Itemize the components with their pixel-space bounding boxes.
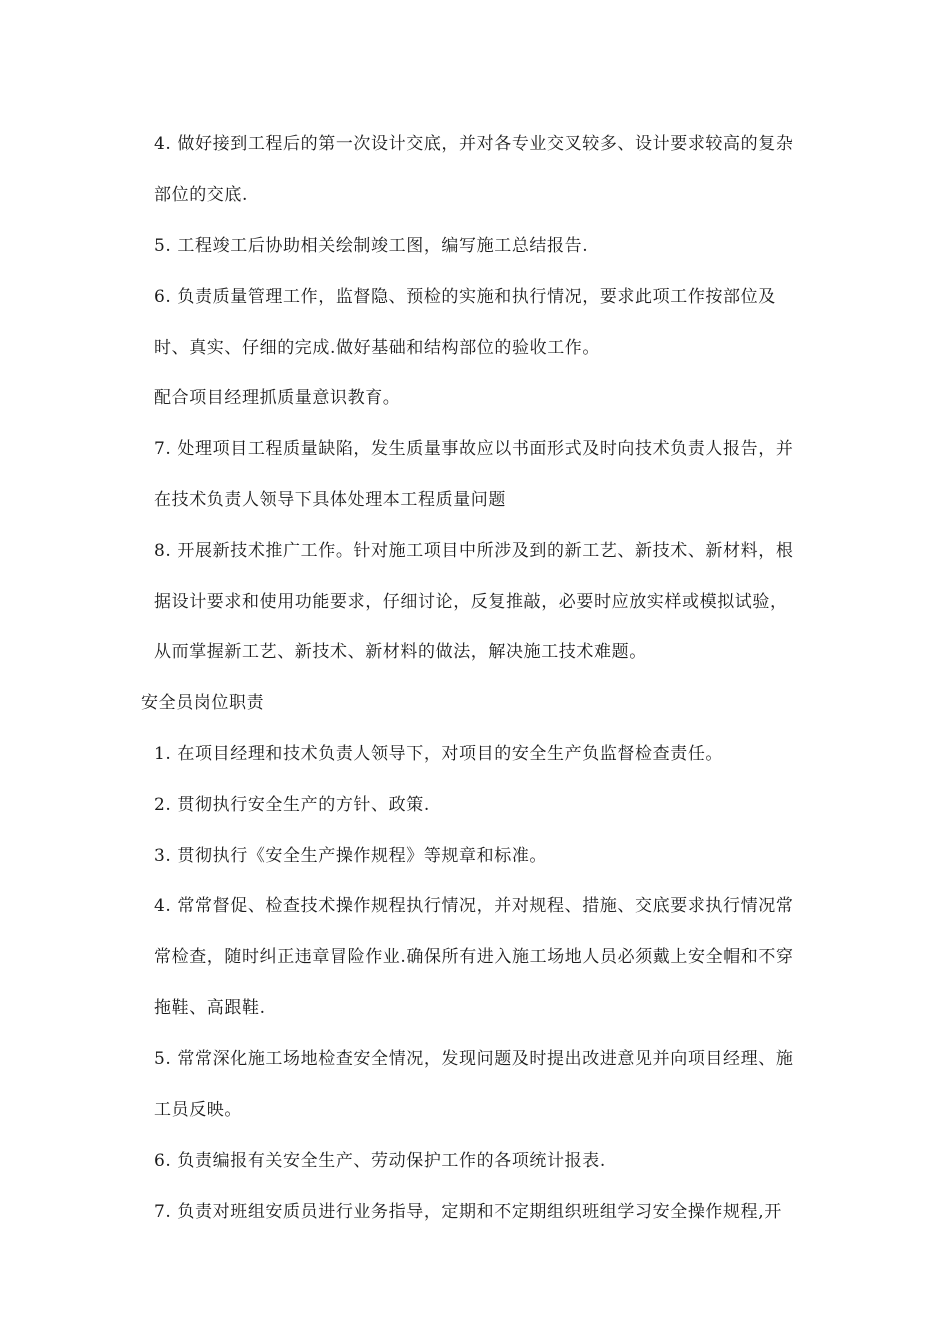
paragraph-line: 时、真实、仔细的完成.做好基础和结构部位的验收工作。 <box>154 338 601 358</box>
paragraph-line: 从而掌握新工艺、新技术、新材料的做法，解决施工技术难题。 <box>154 642 647 662</box>
safety-paragraph-line: 常检查，随时纠正违章冒险作业.确保所有进入施工场地人员必须戴上安全帽和不穿 <box>154 947 794 967</box>
safety-paragraph-line: 4. 常常督促、检查技术操作规程执行情况，并对规程、措施、交底要求执行情况常 <box>154 896 794 916</box>
paragraph-line: 8. 开展新技术推广工作。针对施工项目中所涉及到的新工艺、新技术、新材料，根 <box>154 541 794 561</box>
paragraph-line: 部位的交底. <box>154 185 249 205</box>
paragraph-line: 7. 处理项目工程质量缺陷，发生质量事故应以书面形式及时向技术负责人报告，并 <box>154 439 794 459</box>
safety-paragraph-line: 3. 贯彻执行《安全生产操作规程》等规章和标准。 <box>154 846 548 866</box>
paragraph-line: 4. 做好接到工程后的第一次设计交底，并对各专业交叉较多、设计要求较高的复杂 <box>154 134 794 154</box>
paragraph-line: 在技术负责人领导下具体处理本工程质量问题 <box>154 490 506 510</box>
section-heading: 安全员岗位职责 <box>141 693 265 713</box>
safety-paragraph-line: 6. 负责编报有关安全生产、劳动保护工作的各项统计报表. <box>154 1151 606 1171</box>
safety-paragraph-line: 拖鞋、高跟鞋. <box>154 998 266 1018</box>
safety-paragraph-line: 7. 负责对班组安质员进行业务指导，定期和不定期组织班组学习安全操作规程,开 <box>154 1202 782 1222</box>
safety-paragraph-line: 5. 常常深化施工场地检查安全情况，发现问题及时提出改进意见并向项目经理、施 <box>154 1049 794 1069</box>
paragraph-line: 据设计要求和使用功能要求，仔细讨论，反复推敲，必要时应放实样或模拟试验， <box>154 592 788 612</box>
safety-paragraph-line: 2. 贯彻执行安全生产的方针、政策. <box>154 795 430 815</box>
paragraph-line: 5. 工程竣工后协助相关绘制竣工图，编写施工总结报告. <box>154 236 589 256</box>
paragraph-line: 6. 负责质量管理工作，监督隐、预检的实施和执行情况，要求此项工作按部位及 <box>154 287 776 307</box>
safety-paragraph-line: 工员反映。 <box>154 1100 242 1120</box>
paragraph-line: 配合项目经理抓质量意识教育。 <box>154 388 401 408</box>
safety-paragraph-line: 1. 在项目经理和技术负责人领导下，对项目的安全生产负监督检查责任。 <box>154 744 724 764</box>
